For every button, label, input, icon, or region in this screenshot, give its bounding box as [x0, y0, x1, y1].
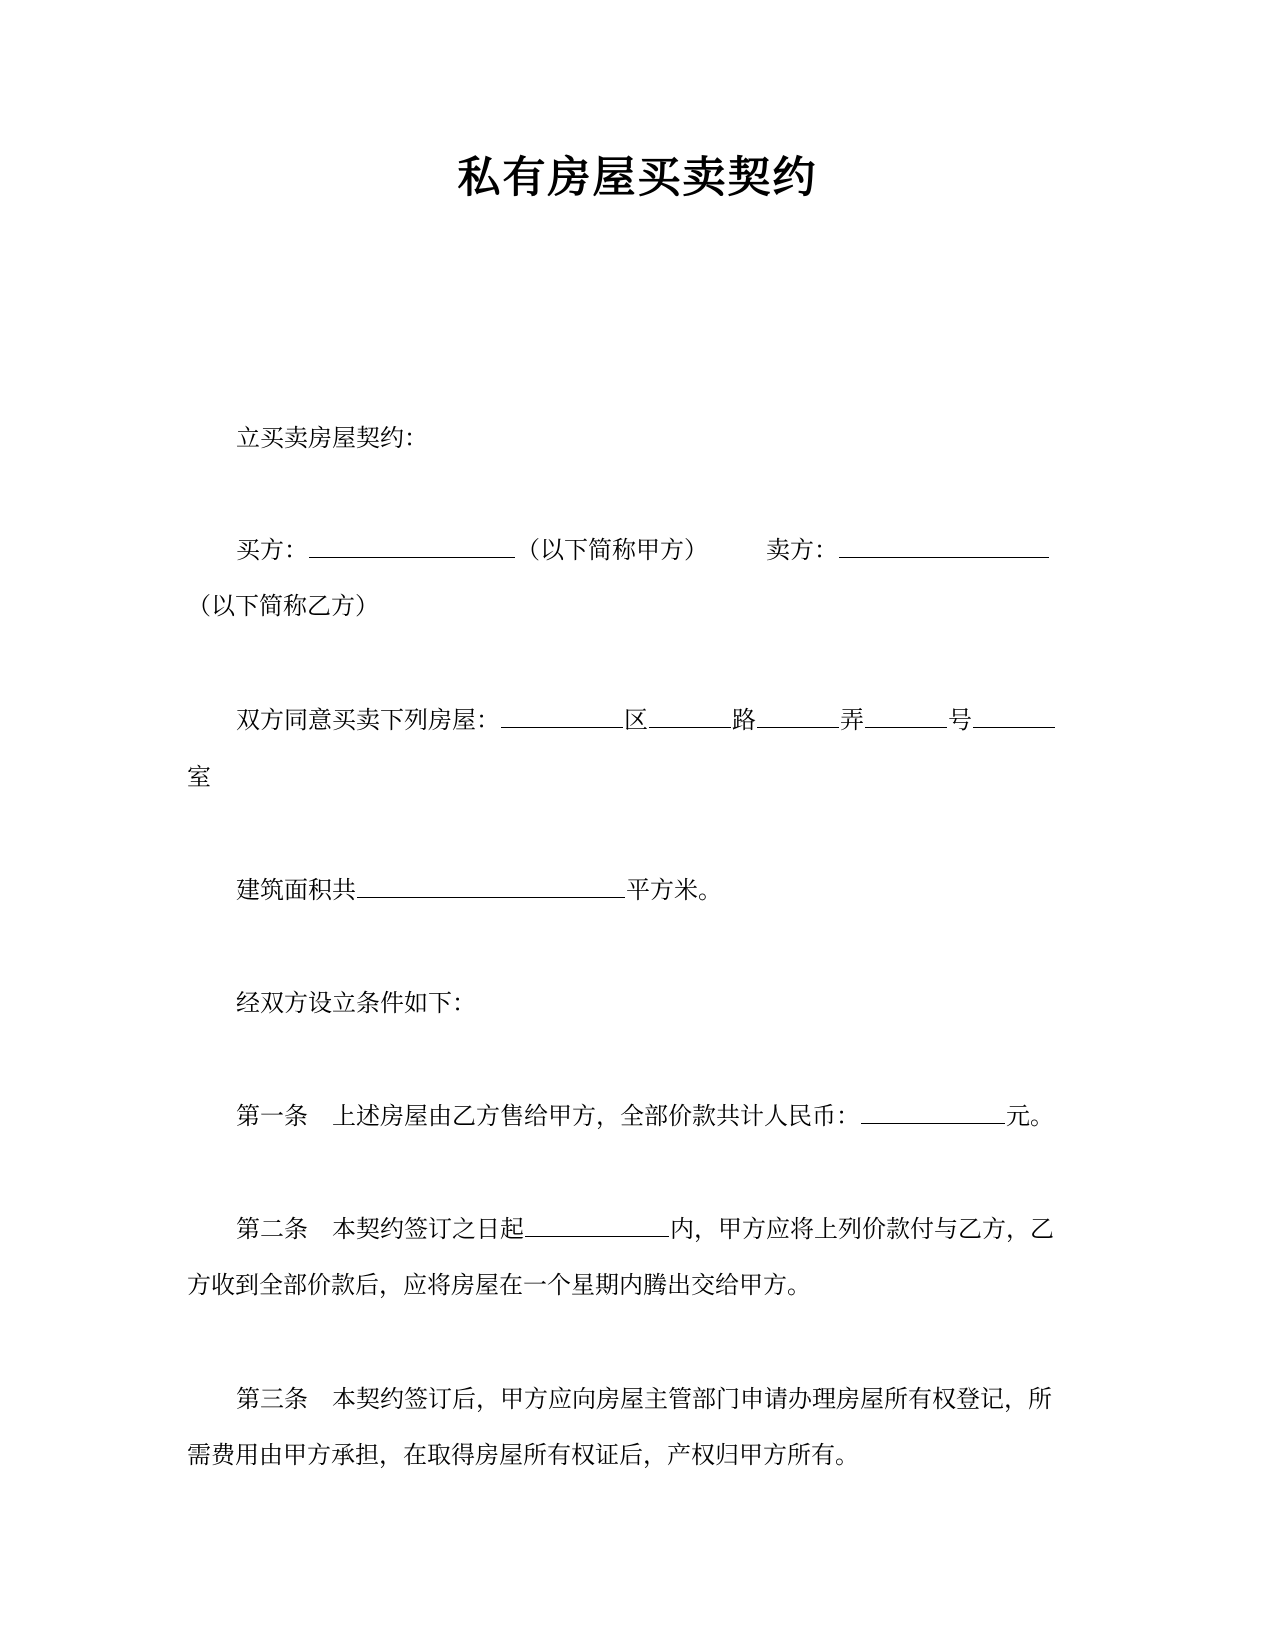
property-line-2 — [187, 760, 211, 794]
article1-unit: 元。 — [1006, 1102, 1054, 1130]
area-label: 建筑面积共 — [236, 876, 356, 904]
addr-district: 区 — [624, 706, 648, 734]
conditions-line — [236, 986, 476, 1020]
article3-number: 第三条 — [236, 1385, 308, 1413]
addr-number: 号 — [948, 706, 972, 734]
seller-suffix: （以下简称乙方） — [187, 592, 379, 620]
article1-number: 第一条 — [236, 1102, 308, 1130]
road-blank[interactable] — [757, 703, 839, 728]
area-unit: 平方米。 — [626, 876, 722, 904]
lane-blank[interactable] — [865, 703, 947, 728]
article3-continuation: 需费用由甲方承担，在取得房屋所有权证后，产权归甲方所有。 — [187, 1441, 859, 1469]
addr-room: 室 — [187, 763, 211, 791]
number-blank[interactable] — [973, 703, 1055, 728]
article2-number: 第二条 — [236, 1215, 308, 1243]
addr-road: 路 — [732, 706, 756, 734]
document-title: 私有房屋买卖契约 — [457, 153, 818, 203]
article3-text: 本契约签订后，甲方应向房屋主管部门申请办理房屋所有权登记，所 — [332, 1385, 1052, 1413]
article2-line-2 — [187, 1268, 811, 1302]
article2-continuation: 方收到全部价款后，应将房屋在一个星期内腾出交给甲方。 — [187, 1271, 811, 1299]
area-blank[interactable] — [357, 873, 625, 898]
seller-label: 卖方： — [766, 536, 838, 564]
intro-line — [236, 421, 428, 455]
buyer-suffix: （以下简称甲方） — [516, 536, 708, 564]
buyer-label: 买方： — [236, 536, 308, 564]
article2-text-a: 本契约签订之日起 — [332, 1215, 524, 1243]
property-label: 双方同意买卖下列房屋： — [236, 706, 500, 734]
article1-text: 上述房屋由乙方售给甲方，全部价款共计人民币： — [332, 1102, 860, 1130]
conditions-intro: 经双方设立条件如下： — [236, 989, 476, 1017]
price-blank[interactable] — [861, 1099, 1005, 1124]
property-line — [236, 703, 1056, 737]
area-line — [236, 873, 722, 907]
district-blank[interactable] — [649, 703, 731, 728]
article2-line — [236, 1212, 1054, 1246]
article1-line — [236, 1099, 1054, 1133]
article3-line — [236, 1382, 1052, 1416]
property-blank[interactable] — [501, 703, 623, 728]
addr-lane: 弄 — [840, 706, 864, 734]
payment-period-blank[interactable] — [525, 1212, 669, 1237]
parties-line-2 — [187, 589, 379, 623]
seller-name-blank[interactable] — [839, 533, 1049, 558]
buyer-name-blank[interactable] — [309, 533, 515, 558]
intro-text: 立买卖房屋契约： — [236, 424, 428, 452]
article2-text-b: 内，甲方应将上列价款付与乙方，乙 — [670, 1215, 1054, 1243]
article3-line-2 — [187, 1438, 859, 1472]
parties-line — [236, 533, 1050, 567]
